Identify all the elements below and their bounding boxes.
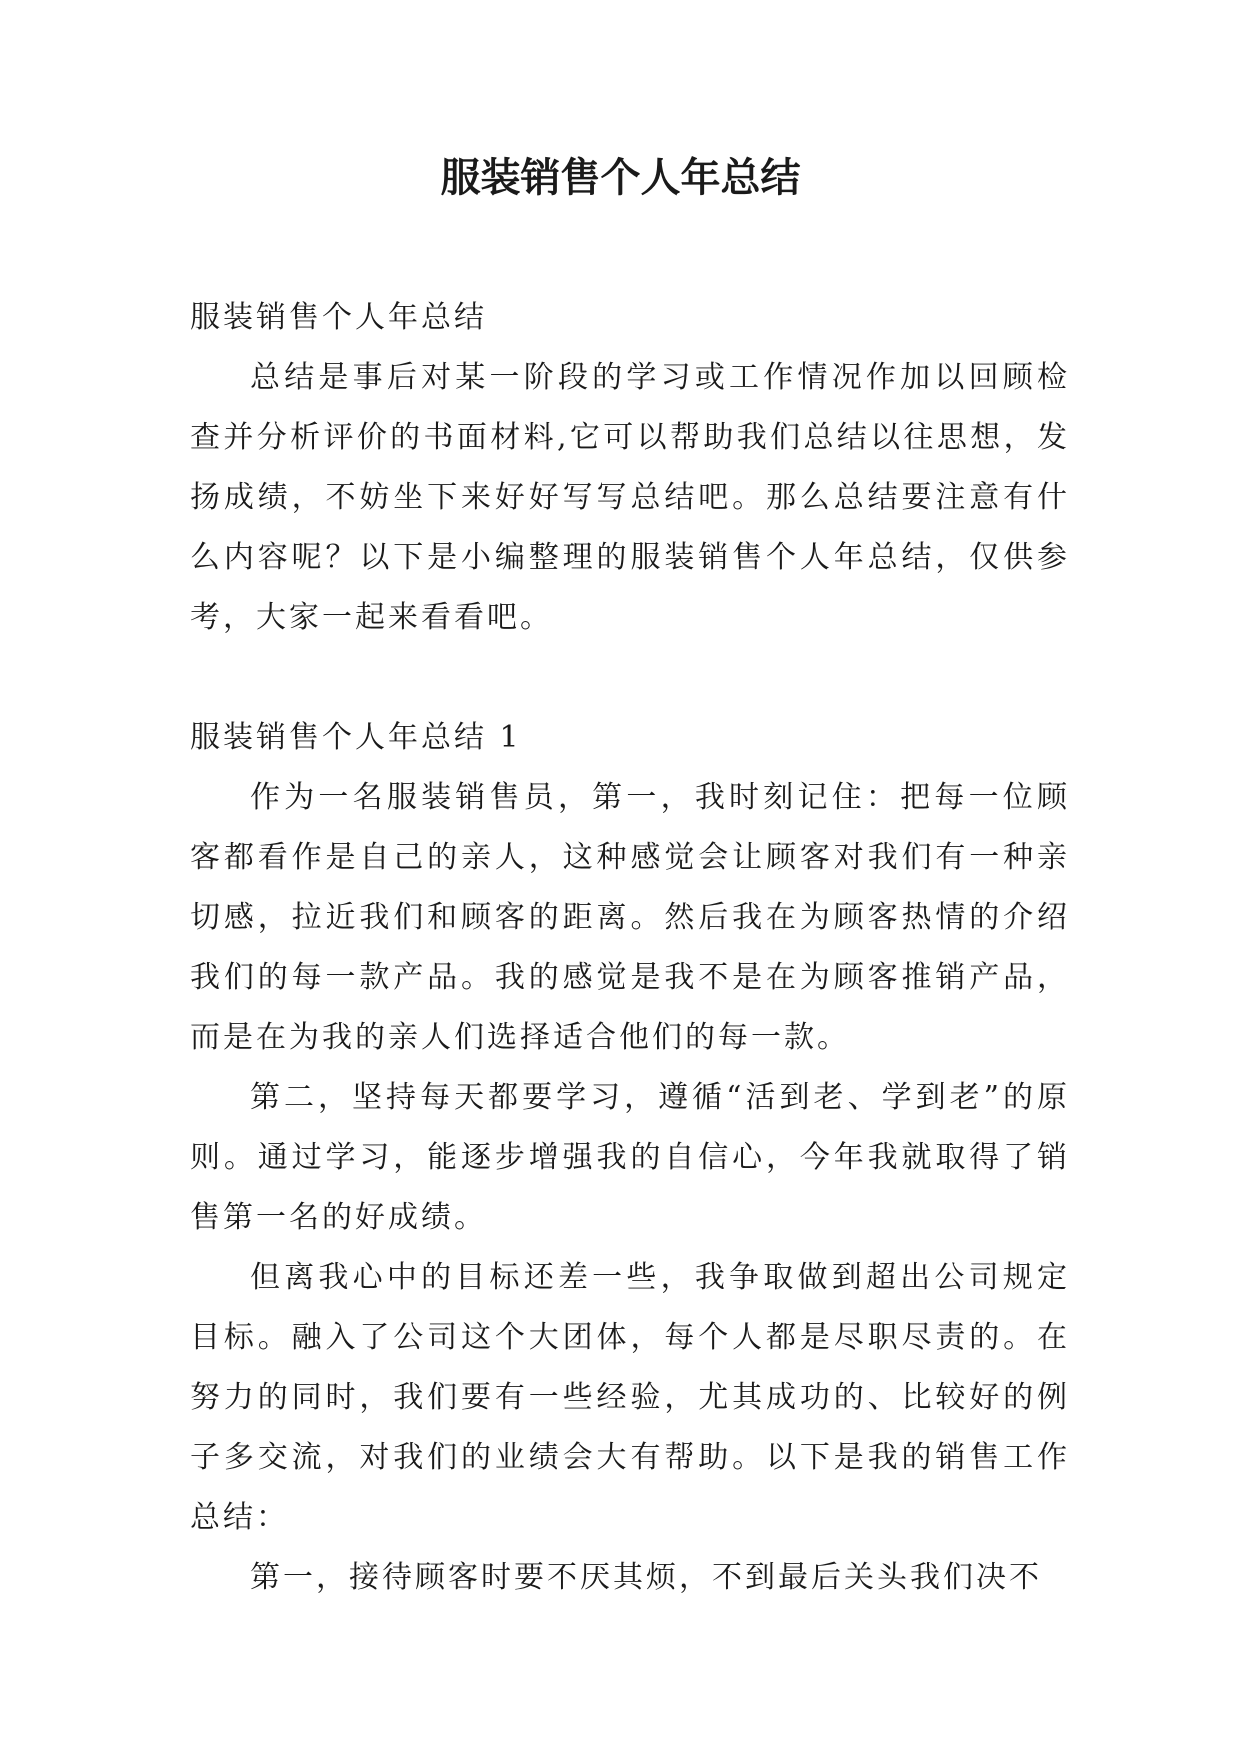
document-body [190, 288, 1070, 1608]
section-1-paragraph-2: 第二，坚持每天都要学习，遵循“活到老、学到老”的原则。通过学习，能逐步增强我的自信心，今年我就取得了销售第一名的好成绩。 [190, 1080, 1070, 1235]
section-1-paragraph-1: 作为一名服装销售员，第一，我时刻记住：把每一位顾客都看作是自己的亲人，这种感觉会让顾客对我们有一种亲切感，拉近我们和顾客的距离。然后我在为顾客热情的介绍我们的每一款产品。我的感觉是我不是在为顾客推销产品，而是在为我的亲人们选择适合他们的每一款。 [190, 780, 1070, 1055]
section-1-heading: 服装销售个人年总结 1 [190, 720, 522, 755]
section-spacer [190, 648, 1070, 708]
section-1-paragraph-3: 但离我心中的目标还差一些，我争取做到超出公司规定目标。融入了公司这个大团体，每个人都是尽职尽责的。在努力的同时，我们要有一些经验，尤其成功的、比较好的例子多交流，对我们的业绩会大有帮助。以下是我的销售工作总结： [190, 1260, 1070, 1535]
document-title: 服装销售个人年总结 [440, 155, 801, 201]
section-1-paragraph-4: 第一，接待顾客时要不厌其烦，不到最后关头我们决不 [250, 1560, 1042, 1595]
intro-heading: 服装销售个人年总结 [190, 300, 487, 335]
intro-paragraph: 总结是事后对某一阶段的学习或工作情况作加以回顾检查并分析评价的书面材料,它可以帮助我们总结以往思想，发扬成绩，不妨坐下来好好写写总结吧。那么总结要注意有什么内容呢？以下是小编整理的服装销售个人年总结，仅供参考，大家一起来看看吧。 [190, 360, 1070, 635]
